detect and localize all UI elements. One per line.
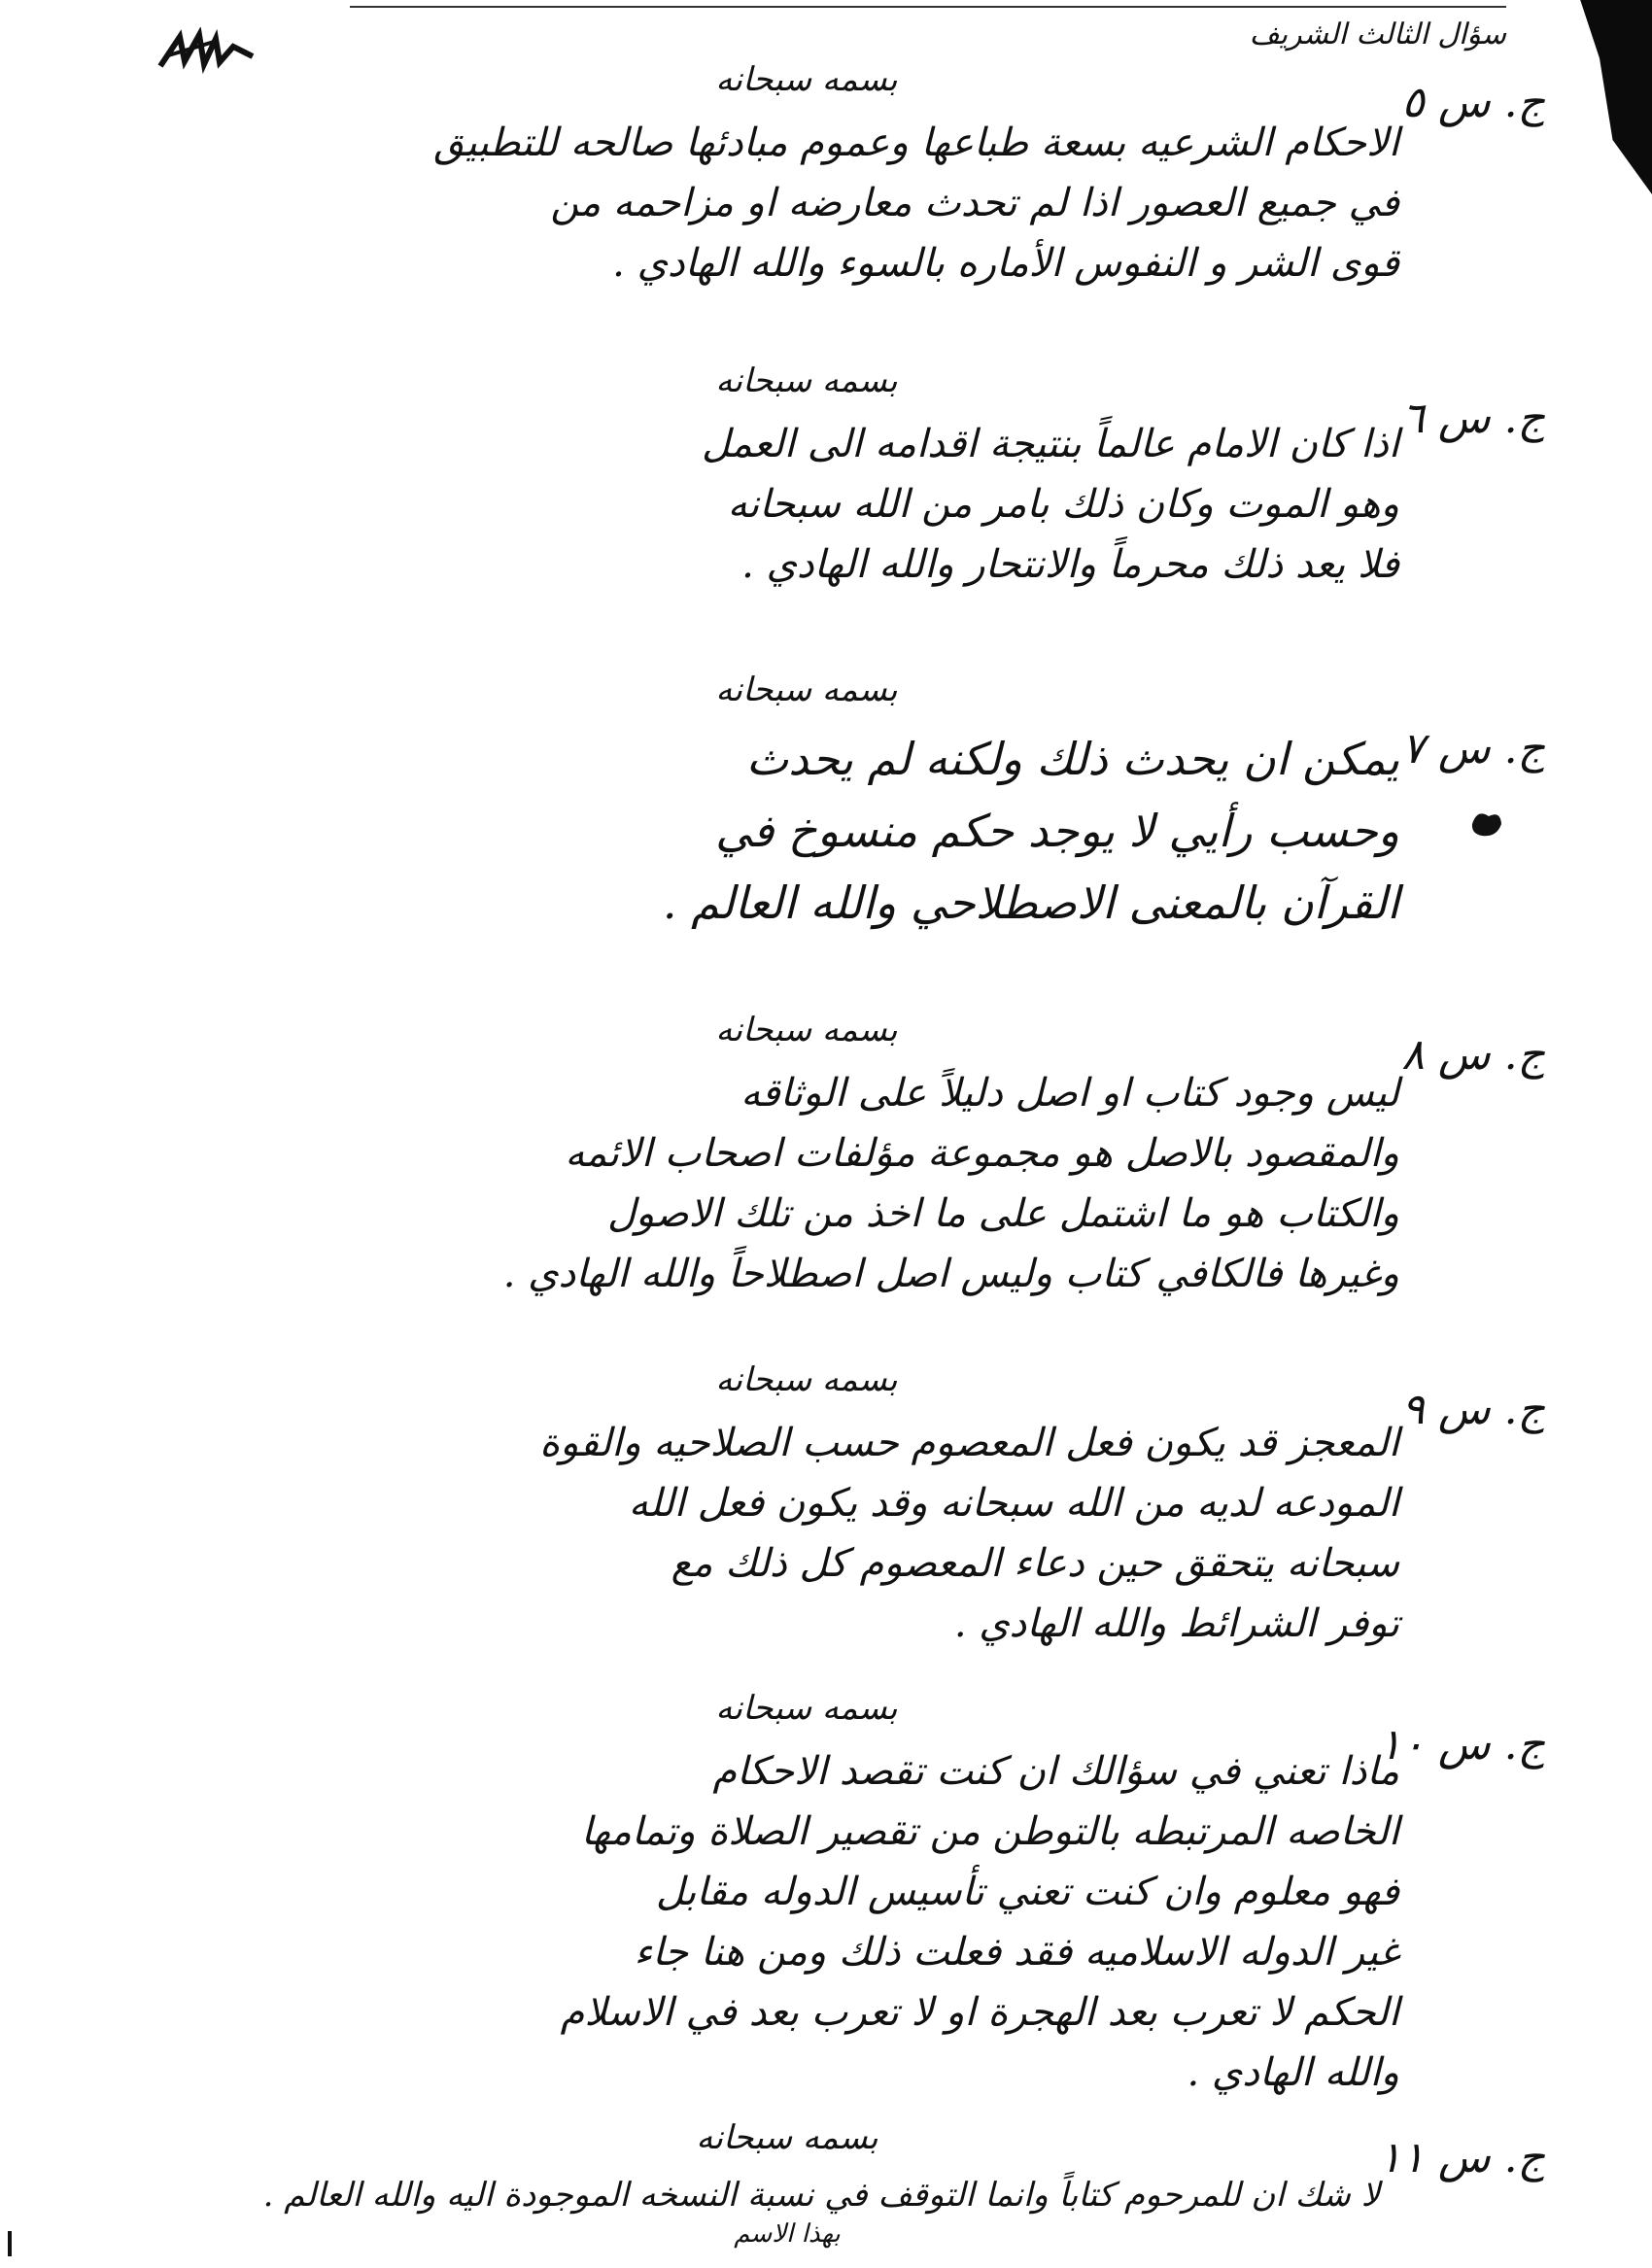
answer-line: المودعه لديه من الله سبحانه وقد يكون فعل الله xyxy=(628,1481,1399,1526)
answer-label-10: ج. س ١٠ xyxy=(1378,1720,1545,1770)
answer-block-9 xyxy=(214,1360,1399,1654)
top-rule xyxy=(350,6,1506,8)
basmala: بسمه سبحانه xyxy=(715,1360,898,1399)
basmala: بسمه سبحانه xyxy=(715,670,898,709)
answer-line: ليس وجود كتاب او اصل دليلاً على الوثاقه xyxy=(740,1071,1399,1116)
answer-line: الاحكام الشرعيه بسعة طباعها وعموم مبادئها صالحه للتطبيق xyxy=(433,120,1399,165)
ink-mark xyxy=(1467,807,1506,842)
answer-block-10 xyxy=(214,1689,1399,2103)
answer-block-7 xyxy=(214,670,1399,939)
answer-line: وحسب رأيي لا يوجد حكم منسوخ في xyxy=(715,805,1399,857)
basmala: بسمه سبحانه xyxy=(715,361,898,400)
answer-line: وغيرها فالكافي كتاب وليس اصل اصطلاحاً والله الهادي . xyxy=(502,1252,1399,1296)
basmala: بسمه سبحانه xyxy=(715,1689,898,1728)
answer-label-11: ج. س ١١ xyxy=(1378,2133,1545,2182)
answer-line: لا شك ان للمرحوم كتاباً وانما التوقف في نسبة النسخه الموجودة اليه والله العالم . xyxy=(262,2176,1380,2215)
answer-line: بهذا الاسم xyxy=(734,2219,841,2249)
answer-line: فهو معلوم وان كنت تعني تأسيس الدوله مقابل xyxy=(655,1870,1399,1914)
answer-line: في جميع العصور اذا لم تحدث معارضه او مزاحمه من xyxy=(550,181,1399,225)
answer-line: غير الدوله الاسلاميه فقد فعلت ذلك ومن هنا جاء xyxy=(634,1930,1399,1975)
answer-block-8 xyxy=(214,1011,1399,1304)
answer-line: وهو الموت وكان ذلك بامر من الله سبحانه xyxy=(727,482,1399,527)
answer-line: والمقصود بالاصل هو مجموعة مؤلفات اصحاب الائمه xyxy=(565,1131,1399,1176)
answer-line: توفر الشرائط والله الهادي . xyxy=(953,1601,1399,1646)
answer-line: القرآن بالمعنى الاصطلاحي والله العالم . xyxy=(662,876,1399,929)
answer-line: يمكن ان يحدث ذلك ولكنه لم يحدث xyxy=(745,733,1399,785)
answer-label-6: ج. س ٦ xyxy=(1401,394,1545,443)
answer-label-9: ج. س ٩ xyxy=(1401,1385,1545,1434)
answer-line: والله الهادي . xyxy=(1187,2050,1399,2095)
header-note: سؤال الثالث الشريف xyxy=(1249,17,1506,52)
answer-line: المعجز قد يكون فعل المعصوم حسب الصلاحيه والقوة xyxy=(539,1421,1399,1465)
answer-line: سبحانه يتحقق حين دعاء المعصوم كل ذلك مع xyxy=(671,1541,1399,1586)
answer-line: الخاصه المرتبطه بالتوطن من تقصير الصلاة وتمامها xyxy=(580,1809,1399,1854)
answer-label-8: ج. س ٨ xyxy=(1401,1030,1545,1080)
answer-line: اذا كان الامام عالماً بنتيجة اقدامه الى العمل xyxy=(702,422,1399,466)
answer-label-7: ج. س ٧ xyxy=(1401,724,1545,773)
answer-line: ماذا تعني في سؤالك ان كنت تقصد الاحكام xyxy=(712,1749,1399,1794)
margin-tick xyxy=(8,2231,12,2256)
answer-block-11 xyxy=(194,2118,1380,2249)
answer-line: والكتاب هو ما اشتمل على ما اخذ من تلك الاصول xyxy=(606,1191,1399,1236)
answer-block-5 xyxy=(214,60,1399,293)
answer-line: فلا يعد ذلك محرماً والانتحار والله الهادي . xyxy=(741,542,1399,587)
basmala: بسمه سبحانه xyxy=(696,2118,878,2157)
answer-line: الحكم لا تعرب بعد الهجرة او لا تعرب بعد في الاسلام xyxy=(560,1990,1399,2035)
basmala: بسمه سبحانه xyxy=(715,1011,898,1049)
answer-label-5: ج. س ٥ xyxy=(1401,78,1545,127)
answer-line: قوى الشر و النفوس الأماره بالسوء والله الهادي . xyxy=(612,241,1399,286)
answer-block-6 xyxy=(214,361,1399,595)
binding-shadow xyxy=(1565,0,1652,194)
basmala: بسمه سبحانه xyxy=(715,60,898,99)
